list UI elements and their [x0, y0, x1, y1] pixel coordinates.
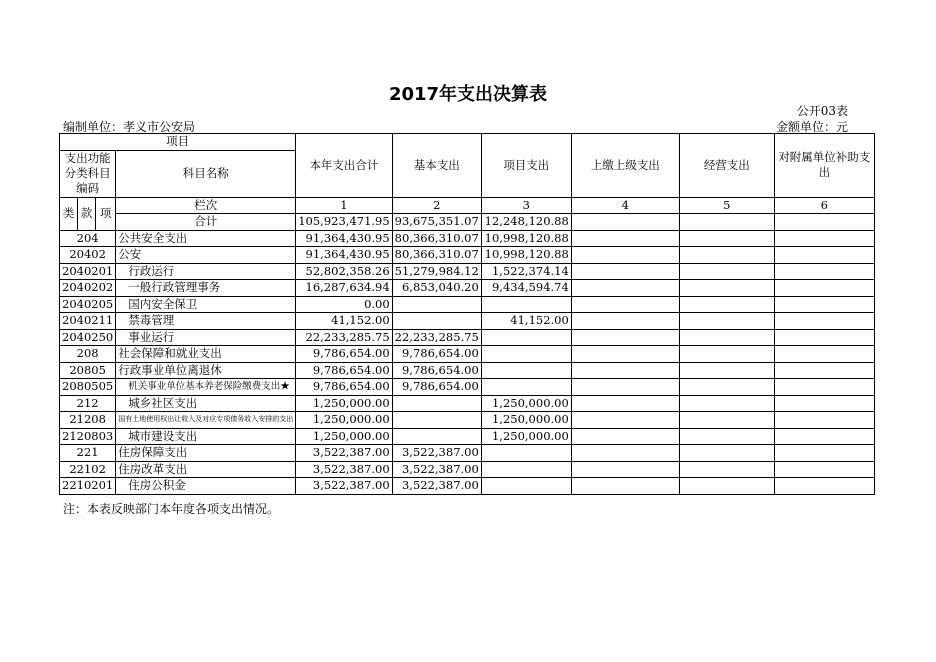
amount-unit: 金额单位：元 — [775, 120, 848, 134]
row-total: 0.00 — [296, 296, 392, 313]
row-project — [481, 362, 571, 379]
row-code: 204 — [60, 230, 116, 247]
row-total: 3,522,387.00 — [296, 461, 392, 478]
row-total: 52,802,358.26 — [296, 263, 392, 280]
row-project: 10,998,120.88 — [481, 247, 571, 264]
row-total: 22,233,285.75 — [296, 329, 392, 346]
header-kuan: 款 — [78, 197, 96, 230]
header-project: 项目 — [60, 134, 296, 151]
col-index: 5 — [679, 197, 774, 214]
header-total: 本年支出合计 — [296, 134, 392, 198]
row-project: 1,250,000.00 — [481, 395, 571, 412]
total-basic: 93,675,351.07 — [392, 214, 481, 231]
row-basic: 3,522,387.00 — [392, 478, 481, 495]
table-row — [60, 247, 875, 264]
row-name: 事业运行 — [116, 329, 296, 346]
row-total: 1,250,000.00 — [296, 395, 392, 412]
row-name: 行政运行 — [116, 263, 296, 280]
row-total: 9,786,654.00 — [296, 346, 392, 363]
row-name: 城市建设支出 — [116, 428, 296, 445]
row-basic: 3,522,387.00 — [392, 445, 481, 462]
row-project: 1,522,374.14 — [481, 263, 571, 280]
row-total: 1,250,000.00 — [296, 412, 392, 429]
row-code: 22102 — [60, 461, 116, 478]
row-total: 3,522,387.00 — [296, 478, 392, 495]
header-lei: 类 — [60, 197, 78, 230]
row-project: 9,434,594.74 — [481, 280, 571, 297]
table-row — [60, 263, 875, 280]
row-code: 2040201 — [60, 263, 116, 280]
table-row — [60, 461, 875, 478]
row-code: 212 — [60, 395, 116, 412]
row-basic: 9,786,654.00 — [392, 379, 481, 396]
col-index: 2 — [392, 197, 481, 214]
row-name: 城乡社区支出 — [116, 395, 296, 412]
row-project — [481, 445, 571, 462]
row-name: 住房保障支出 — [116, 445, 296, 462]
row-code: 221 — [60, 445, 116, 462]
total-project: 12,248,120.88 — [481, 214, 571, 231]
row-name: 公安 — [116, 247, 296, 264]
table-row — [60, 412, 875, 429]
row-name: 住房公积金 — [116, 478, 296, 495]
col-index: 4 — [571, 197, 679, 214]
page-title: 2017年支出决算表 — [388, 84, 548, 105]
header-business: 经营支出 — [679, 134, 774, 198]
table-row — [60, 379, 875, 396]
row-name: 社会保障和就业支出 — [116, 346, 296, 363]
header-subsidy: 对附属单位补助支出 — [774, 134, 874, 198]
table-row — [60, 445, 875, 462]
row-name: 国有土地使用权出让收入及对应专项债务收入安排的支出 — [116, 412, 296, 429]
table-row — [60, 230, 875, 247]
row-project: 41,152.00 — [481, 313, 571, 330]
row-project — [481, 478, 571, 495]
table-row — [60, 362, 875, 379]
row-total: 9,786,654.00 — [296, 362, 392, 379]
row-name: 机关事业单位基本养老保险缴费支出★ — [116, 379, 296, 396]
row-basic: 22,233,285.75 — [392, 329, 481, 346]
row-code: 2210201 — [60, 478, 116, 495]
row-basic: 6,853,040.20 — [392, 280, 481, 297]
table-row — [60, 329, 875, 346]
row-name: 公共安全支出 — [116, 230, 296, 247]
table-row — [60, 395, 875, 412]
col-index: 1 — [296, 197, 392, 214]
row-basic: 3,522,387.00 — [392, 461, 481, 478]
row-project — [481, 379, 571, 396]
table-row — [60, 346, 875, 363]
table-row — [60, 296, 875, 313]
row-basic — [392, 395, 481, 412]
row-total: 9,786,654.00 — [296, 379, 392, 396]
row-basic: 9,786,654.00 — [392, 362, 481, 379]
total-amount: 105,923,471.95 — [296, 214, 392, 231]
row-name: 国内安全保卫 — [116, 296, 296, 313]
footnote: 注：本表反映部门本年度各项支出情况。 — [63, 502, 280, 516]
row-code: 208 — [60, 346, 116, 363]
row-code: 2040250 — [60, 329, 116, 346]
table-row — [60, 280, 875, 297]
row-code: 2080505 — [60, 379, 116, 396]
row-basic — [392, 428, 481, 445]
row-project — [481, 296, 571, 313]
row-total: 91,364,430.95 — [296, 247, 392, 264]
row-name: 行政事业单位离退休 — [116, 362, 296, 379]
total-label: 合计 — [116, 214, 296, 231]
row-code: 20402 — [60, 247, 116, 264]
row-basic: 51,279,984.12 — [392, 263, 481, 280]
row-project: 10,998,120.88 — [481, 230, 571, 247]
row-code: 2040202 — [60, 280, 116, 297]
row-code: 21208 — [60, 412, 116, 429]
table-row — [60, 313, 875, 330]
row-project — [481, 329, 571, 346]
row-code: 2040205 — [60, 296, 116, 313]
table-row — [60, 478, 875, 495]
row-basic: 80,366,310.07 — [392, 230, 481, 247]
row-code: 2120803 — [60, 428, 116, 445]
col-index: 6 — [774, 197, 874, 214]
compiling-unit: 编制单位：孝义市公安局 — [63, 120, 196, 134]
row-code: 2040211 — [60, 313, 116, 330]
header-xiang: 项 — [96, 197, 116, 230]
row-total: 41,152.00 — [296, 313, 392, 330]
row-basic: 80,366,310.07 — [392, 247, 481, 264]
row-code: 20805 — [60, 362, 116, 379]
col-index: 3 — [481, 197, 571, 214]
row-project — [481, 461, 571, 478]
header-func-code: 支出功能分类科目编码 — [60, 150, 116, 197]
row-basic — [392, 296, 481, 313]
row-basic — [392, 412, 481, 429]
header-project-expense: 项目支出 — [481, 134, 571, 198]
row-basic: 9,786,654.00 — [392, 346, 481, 363]
row-name: 一般行政管理事务 — [116, 280, 296, 297]
expenditure-table — [59, 133, 875, 495]
header-upper: 上缴上级支出 — [571, 134, 679, 198]
row-basic — [392, 313, 481, 330]
row-total: 3,522,387.00 — [296, 445, 392, 462]
row-name: 住房改革支出 — [116, 461, 296, 478]
row-project — [481, 346, 571, 363]
header-subject-name: 科目名称 — [116, 150, 296, 197]
form-number: 公开03表 — [796, 104, 848, 118]
header-basic: 基本支出 — [392, 134, 481, 198]
row-total: 16,287,634.94 — [296, 280, 392, 297]
row-total: 91,364,430.95 — [296, 230, 392, 247]
header-lanci: 栏次 — [116, 197, 296, 214]
row-project: 1,250,000.00 — [481, 412, 571, 429]
table-row — [60, 428, 875, 445]
row-project: 1,250,000.00 — [481, 428, 571, 445]
row-name: 禁毒管理 — [116, 313, 296, 330]
row-total: 1,250,000.00 — [296, 428, 392, 445]
